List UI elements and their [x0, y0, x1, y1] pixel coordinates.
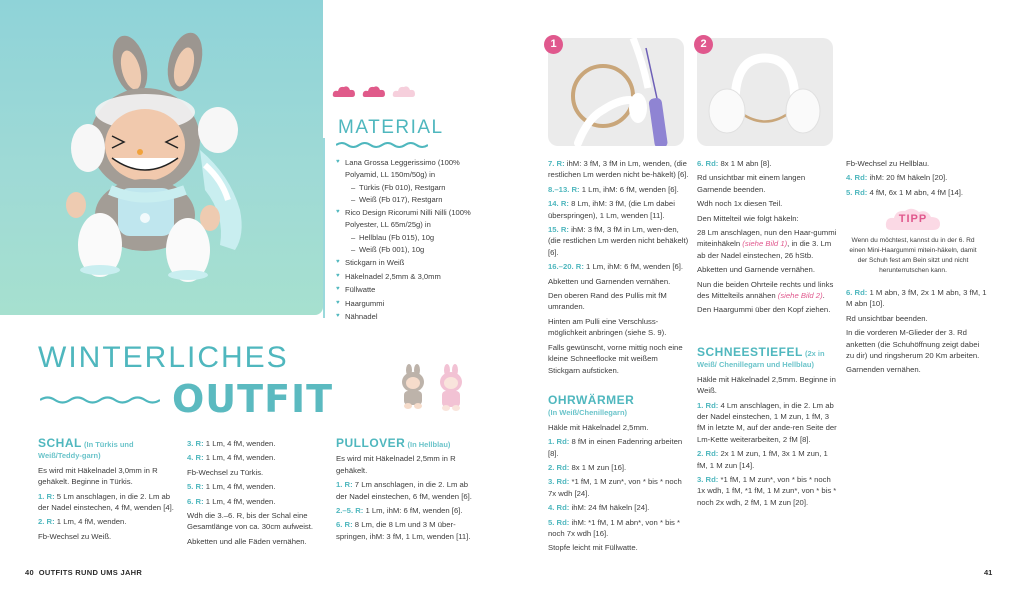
- page-number-right: 41: [984, 568, 993, 577]
- material-item: ♥ Füllwatte: [336, 285, 376, 294]
- heart-bullet-icon: ♥: [336, 272, 340, 279]
- doll-thumbnail-icons: [398, 364, 468, 412]
- page-number-left: 40: [25, 568, 34, 577]
- heart-bullet-icon: ♥: [336, 159, 340, 165]
- page-title-line2: OUTFIT: [172, 377, 334, 421]
- instruction-row: 16.–20. R: 1 Lm, ihM: 6 fM, wenden [6].: [548, 262, 684, 272]
- heart-bullet-icon: ♥: [336, 299, 340, 306]
- crochet-doll-illustration: [0, 0, 323, 315]
- material-item: ♥ Haargummi: [336, 298, 385, 308]
- material-item: ♥ Häkelnadel 2,5mm & 3,0mm: [336, 271, 441, 281]
- tipp-label: TIPP: [898, 213, 928, 225]
- chapter-title: OUTFITS RUND UMS JAHR: [38, 568, 143, 577]
- pullover-heading: PULLOVER (In Hellblau): [336, 436, 451, 450]
- tipp-text: Wenn du möchtest, kannst du in der 6. Rd einen Mini-Haargummi mitein-häkeln, damit der Schuh fest am Bein sitzt und nicht herunterrutschen kann.: [849, 237, 977, 274]
- material-subitem: – Weiß (Fb 017), Restgarn: [351, 194, 443, 204]
- wave-divider: [336, 141, 428, 149]
- schneestiefel-section-continued: Fb-Wechsel zu Hellblau. 4. Rd: ihM: 20 fM häkeln [20]. 5. Rd: 4 fM, 6x 1 M abn, 4 fM [14].: [846, 158, 988, 201]
- instruction-row: 6. Rd: 1 M abn, 3 fM, 2x 1 M abn, 3 fM, 1 M abn [10].: [846, 288, 987, 309]
- figure-1-reference: (siehe Bild 1): [742, 239, 788, 249]
- instruction-row: 1. Rd: 4 Lm anschlagen, in die 2. Lm ab der Nadel einstechen, 1 M zun, 1 fM, 3 fM in letzte M, auf der ande-ren Seite der Lm-Kette weiterarbeiten, 2 fM [8].: [697, 400, 837, 444]
- instruction-row: 4. Rd: ihM: 20 fM häkeln [20].: [846, 173, 948, 183]
- instruction-row: 2. Rd: 8x 1 M zun [16].: [548, 463, 627, 473]
- doll-grey-icon: [402, 364, 424, 409]
- cloud-icon: [392, 85, 416, 98]
- instruction-row: 3. Rd: *1 fM, 1 M zun*, von * bis * noch 7x wdh [24].: [548, 477, 682, 498]
- schal-heading: SCHAL (In Türkis und Weiß/Teddy-garn): [38, 436, 134, 461]
- instruction-row: 6. Rd: 8x 1 M abn [8].: [697, 159, 772, 168]
- instruction-row: 2.–5. R: 1 Lm, ihM: 6 fM, wenden [6].: [336, 506, 463, 516]
- instruction-row: 8.–13. R: 1 Lm, ihM: 6 fM, wenden [6].: [548, 184, 679, 194]
- instruction-row: 5. R: 1 Lm, 4 fM, wenden.: [187, 482, 276, 492]
- schneestiefel-heading: SCHNEESTIEFEL (2x in Weiß/ Chenillegarn und Hellblau): [697, 345, 825, 370]
- heart-bullet-icon: ♥: [336, 286, 340, 292]
- figure-1: [548, 38, 684, 146]
- material-list: [336, 157, 486, 325]
- earmuff-illustration: [697, 38, 833, 146]
- cloud-icon: [362, 85, 386, 98]
- figure-2-reference: (siehe Bild 2): [777, 291, 823, 301]
- material-item: ♥ Rico Design Ricorumi Nilli Nilli (100% Polyester, LL 65m/25g) in – Hellblau (Fb 015), 10g – Weiß (Fb 001), 10g: [336, 207, 486, 255]
- ohrwaermer-heading: OHRWÄRMER: [548, 393, 635, 407]
- figure-1-badge: 1: [544, 35, 563, 54]
- decorative-clouds: [332, 85, 416, 98]
- product-photo: [0, 0, 323, 315]
- instruction-row: 5. Rd: 4 fM, 6x 1 M abn, 4 fM [14].: [846, 187, 964, 197]
- page-footer-left: [25, 568, 142, 577]
- ohrwaermer-subheading: (In Weiß/Chenillegarn): [548, 408, 628, 418]
- material-item: ♥ Lana Grossa Leggerissimo (100% Polyamid, LL 150m/50g) in – Türkis (Fb 010), Restgarn – Weiß (Fb 017), Restgarn: [336, 157, 486, 205]
- instruction-row: 3. Rd: *1 fM, 1 M zun*, von * bis * noch 1x wdh, 1 fM, *1 fM, 1 M zun*, von * bis * noch 2x wdh, 2 fM, 1 M zun [20].: [697, 475, 837, 507]
- ohrwaermer-section-continued: 6. Rd: 8x 1 M abn [8]. Rd unsichtbar mit einem langen Garnende beenden. Wdh noch 1x diesen Teil. Den Mittelteil wie folgt häkeln: 28 Lm anschlagen, nun den Haar-gummi miteinhäkeln (siehe Bild 1), in die 3. Lm ab der Nadel einstechen, 26 hStb. Abketten und Garnende vernähen. Nun die beiden Ohrteile rechts und links des Mittelteils annähen (siehe Bild 2). Den Haargummi über den Kopf ziehen.: [697, 158, 839, 319]
- heart-bullet-icon: ♥: [336, 313, 340, 319]
- pullover-section-continued: 7. R: ihM: 3 fM, 3 fM in Lm, wenden, (die restlichen Lm werden nicht be-häkelt) [6]. 8.–13. R: 1 Lm, ihM: 6 fM, wenden [6]. 14. R: 8 Lm, ihM: 3 fM, (die Lm dabei überspringen), 1 Lm, wenden [11]. 15. R: ihM: 3 fM, 3 fM in Lm, wen-den, (die restlichen Lm werden nicht behäkelt) [6]. 16.–20. R: 1 Lm, ihM: 6 fM, wenden [6]. Abketten und Garnenden vernähen. Den oberen Rand des Pullis mit fM umranden. Hinten am Pulli eine Verschluss-möglichkeit anbringen (siehe S. 9). Falls gewünscht, vorne mittig noch eine kleine Schneeflocke mit weißem Stickgarn aufsticken.: [548, 159, 689, 375]
- material-subitem: – Weiß (Fb 001), 10g: [351, 244, 425, 254]
- instruction-row: 1. Rd: 8 fM in einen Fadenring arbeiten [8].: [548, 437, 683, 458]
- material-item: ♥ Stickgarn in Weiß: [336, 258, 405, 267]
- figure-2: [697, 38, 833, 146]
- schal-section: SCHAL (In Türkis und Weiß/Teddy-garn) Es wird mit Häkelnadel 3,0mm in R gehäkelt. Beginne in Türkis. 1. R: 5 Lm anschlagen, in die 2. Lm ab der Nadel einstechen, 4 fM, wenden [4]. 2. R: 1 Lm, 4 fM, wenden. Fb-Wechsel zu Weiß.: [38, 438, 178, 545]
- instruction-row: 4. Rd: ihM: 24 fM häkeln [24].: [548, 503, 650, 513]
- material-item: ♥ Nähnadel: [336, 312, 378, 321]
- instruction-row: 2. R: 1 Lm, 4 fM, wenden.: [38, 517, 127, 527]
- schal-section-continued: 3. R: 1 Lm, 4 fM, wenden. 4. R: 1 Lm, 4 fM, wenden. Fb-Wechsel zu Türkis. 5. R: 1 Lm, 4 fM, wenden. 6. R: 1 Lm, 4 fM, wenden. Wdh die 3.–6. R, bis der Schal eine Gesamtlänge von ca. 30cm aufweist. Abketten und alle Fäden vernähen.: [187, 438, 329, 550]
- page-title-line1: WINTERLICHES: [38, 341, 289, 374]
- figure-2-badge: 2: [694, 35, 713, 54]
- heart-bullet-icon: ♥: [336, 259, 340, 265]
- instruction-row: 15. R: ihM: 3 fM, 3 fM in Lm, wen-den, (die restlichen Lm werden nicht behäkelt) [6].: [548, 225, 689, 257]
- hair-tie-crochet-illustration: [548, 38, 684, 146]
- instruction-row: 1. R: 7 Lm anschlagen, in die 2. Lm ab der Nadel einstechen, 6 fM, wenden [6].: [336, 480, 472, 501]
- schneestiefel-section-end: 6. Rd: 1 M abn, 3 fM, 2x 1 M abn, 3 fM, 1 M abn [10]. Rd unsichtbar beenden. In die vorderen M-Glieder der 3. Rd anketten (die Schuhöffnung zeigt dabei zu dir) und ringsherum 20 Km arbeiten. Garnenden vernähen.: [846, 288, 987, 375]
- instruction-row: 1. R: 5 Lm anschlagen, in die 2. Lm ab der Nadel einstechen, 4 fM, wenden [4].: [38, 491, 174, 513]
- material-divider: [323, 138, 325, 318]
- instruction-row: 5. Rd: ihM: *1 fM, 1 M abn*, von * bis * noch 7x wdh [16].: [548, 517, 681, 539]
- schneestiefel-section: SCHNEESTIEFEL (2x in Weiß/ Chenillegarn und Hellblau) Häkle mit Häkelnadel 2,5mm. Beginne in Weiß. 1. Rd: 4 Lm anschlagen, in die 2. Lm ab der Nadel einstechen, 1 M zun, 1 fM, 3 fM in letzte M, auf der ande-ren Seite der Lm-Kette weiterarbeiten, 2 fM [8]. 2. Rd: 2x 1 M zun, 1 fM, 3x 1 M zun, 1 fM, 1 M zun [14]. 3. Rd: *1 fM, 1 M zun*, von * bis * noch 1x wdh, 1 fM, *1 fM, 1 M zun*, von * bis * noch 2x wdh, 2 fM, 1 M zun [20].: [697, 347, 839, 511]
- instruction-row: 3. R: 1 Lm, 4 fM, wenden.: [187, 439, 276, 448]
- doll-pink-icon: [440, 364, 462, 411]
- material-subitem: – Türkis (Fb 010), Restgarn: [351, 183, 446, 192]
- material-title: MATERIAL: [338, 117, 444, 138]
- instruction-row: 6. R: 8 Lm, die 8 Lm und 3 M über-springen, ihM: 3 fM, 1 Lm, wenden [11].: [336, 520, 471, 541]
- title-wave-divider: [40, 395, 160, 405]
- material-subitem: – Hellblau (Fb 015), 10g: [351, 233, 435, 242]
- cloud-icon: [332, 85, 356, 98]
- heart-bullet-icon: ♥: [336, 209, 340, 215]
- instruction-row: 2. Rd: 2x 1 M zun, 1 fM, 3x 1 M zun, 1 fM, 1 M zun [14].: [697, 449, 828, 470]
- instruction-row: 14. R: 8 Lm, ihM: 3 fM, (die Lm dabei überspringen), 1 Lm, wenden [11].: [548, 199, 675, 220]
- pullover-section: PULLOVER (In Hellblau) Es wird mit Häkelnadel 2,5mm in R gehäkelt. 1. R: 7 Lm anschlagen, in die 2. Lm ab der Nadel einstechen, 6 fM, wenden [6]. 2.–5. R: 1 Lm, ihM: 6 fM, wenden [6]. 6. R: 8 Lm, die 8 Lm und 3 M über-springen, ihM: 3 fM, 1 Lm, wenden [11].: [336, 438, 478, 545]
- instruction-row: 4. R: 1 Lm, 4 fM, wenden.: [187, 453, 276, 463]
- instruction-row: 6. R: 1 Lm, 4 fM, wenden.: [187, 496, 276, 506]
- instruction-row: 7. R: ihM: 3 fM, 3 fM in Lm, wenden, (die restlichen Lm werden nicht be-häkelt) [6].: [548, 159, 689, 180]
- ohrwaermer-section: OHRWÄRMER (In Weiß/Chenillegarn) Häkle mit Häkelnadel 2,5mm. 1. Rd: 8 fM in einen Fadenring arbeiten [8]. 2. Rd: 8x 1 M zun [16]. 3. Rd: *1 fM, 1 M zun*, von * bis * noch 7x wdh [24]. 4. Rd: ihM: 24 fM häkeln [24]. 5. Rd: ihM: *1 fM, 1 M abn*, von * bis * noch 7x wdh [16]. Stopfe leicht mit Füllwatte.: [548, 395, 690, 557]
